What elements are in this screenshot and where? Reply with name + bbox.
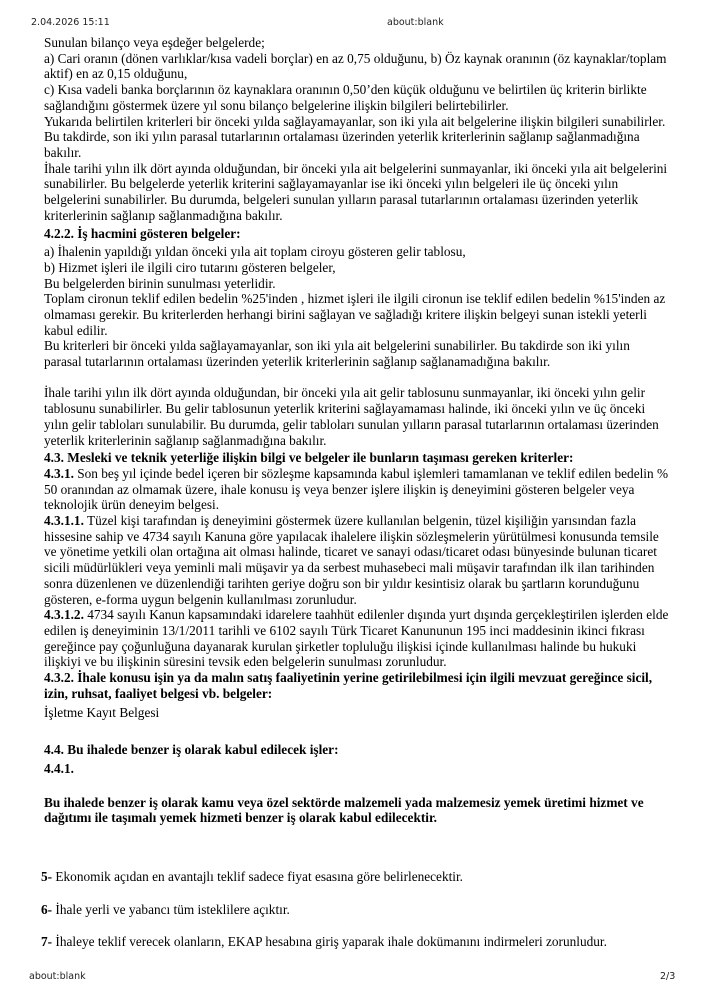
- print-page-title: about:blank: [387, 17, 444, 28]
- paragraph: Yukarıda belirtilen kriterleri bir önceki yılda sağlayamayanlar, son iki yıla ait belgelerine ilişkin bilgileri sunabilirler. Bu takdirde, son iki yılın parasal tutarlarının ortalaması üzerinden yeterlik kriterlerinin sağlanıp sağlanmadığına bakılır.: [44, 113, 666, 160]
- page-number: 2/3: [660, 971, 676, 982]
- similar-work-definition: Bu ihalede benzer iş olarak kamu veya özel sektörde malzemeli yada malzemesiz yemek üretimi hizmet ve dağıtımı ile taşımalı yemek hizmeti benzer iş olarak kabul edilecektir.: [44, 794, 644, 826]
- section-heading-4-4: 4.4. Bu ihalede benzer iş olarak kabul edilecek işler:: [44, 742, 339, 758]
- paragraph: İhale tarihi yılın ilk dört ayında olduğundan, bir önceki yıla ait belgelerini sunmayanlar, iki önceki yıla ait belgelerini sunabilirler. Bu belgelerde yeterlik kriterini sağlayamayanlar ise iki önceki yılın belgeleri ile üç önceki yılın belgelerini sunabilirler. Bu durumda, belgeleri sunulan yılların parasal tutarlarının ortalaması üzerinden yeterlik kriterlerinin sağlanıp sağlanmadığına bakılır.: [44, 160, 668, 223]
- print-datetime: 2.04.2026 15:11: [31, 17, 110, 28]
- clause-text: Tüzel kişi tarafından iş deneyimini göstermek üzere kullanılan belgenin, tüzel kişiliğin yarısından fazla hissesine sahip ve 4734 sayılı Kanuna göre yapılacak ihalelere ilişkin sözleşmelerin yürütülmesi konusunda temsile ve yönetime yetkili olan ortağına ait olması halinde, ticaret ve sanayi odası/ticaret odası bünyesinde bulunan ticaret sicili müdürlükleri veya yeminli mali müşavir ya da serbest muhasebeci mali müşavir tarafından ilk ilan tarihinden sonra düzenlenen ve düzenlendiği tarihten geriye doğru son bir yıldır kesintisiz olarak bu şartların korunduğunu gösteren, e-forma uygun belgenin kullanılması zorunludur.: [44, 513, 659, 607]
- paragraph: a) İhalenin yapıldığı yıldan önceki yıla ait toplam ciroyu gösteren gelir tablosu,: [44, 244, 466, 260]
- print-footer-url: about:blank: [29, 971, 86, 982]
- section-heading-4-2-2: 4.2.2. İş hacmini gösteren belgeler:: [44, 226, 241, 242]
- item-text: İhaleye teklif verecek olanların, EKAP hesabına giriş yaparak ihale dokümanını indirmeleri zorunludur.: [52, 934, 607, 949]
- clause-text: Son beş yıl içinde bedel içeren bir sözleşme kapsamında kabul işlemleri tamamlanan ve teklif edilen bedelin % 50 oranından az olmamak üzere, ihale konusu iş veya benzer işlere ilişkin iş deneyimini gösteren belgeler veya teknolojik ürün deneyim belgesi.: [44, 465, 669, 513]
- paragraph: Sunulan bilanço veya eşdeğer belgelerde;: [44, 35, 265, 50]
- paragraph: b) Hizmet işleri ile ilgili ciro tutarını gösteren belgeler,: [44, 259, 336, 275]
- paragraph: İşletme Kayıt Belgesi: [44, 704, 160, 720]
- item-number: 6-: [41, 902, 53, 917]
- paragraph: Toplam cironun teklif edilen bedelin %25'inden , hizmet işleri ile ilgili cironun ise teklif edilen bedelin %15'inden az olmaması gerekir. Bu kriterlerden herhangi birini sağlayan ve sağladığı kritere ilişkin belgeyi sunan istekli yeterli kabul edilir.: [44, 291, 666, 338]
- clause-text: 4734 sayılı Kanun kapsamındaki idarelere taahhüt edilenler dışında yurt dışında gerçekleştirilen işlerden elde edilen iş deneyiminin 13/1/2011 tarihli ve 6102 sayılı Türk Ticaret Kanununun 195 inci maddesinin ikinci fıkrası gereğince pay çoğunluğuna dayanarak kurulan şirketler topluluğu ilişkisi içinde kullanılması halinde bu hukuki ilişkiyi ve bu ilişkinin süresini tevsik eden belgelerin sunulması zorunludur.: [44, 607, 669, 670]
- clause-4-3-1: [44, 466, 670, 513]
- paragraph: a) Cari oranın (dönen varlıklar/kısa vadeli borçlar) en az 0,75 olduğunu, b) Öz kaynak oranının (öz kaynaklar/toplam aktif) en az 0,15 olduğunu,: [44, 50, 667, 82]
- section-heading-4-4-1: 4.4.1.: [44, 760, 74, 776]
- section-heading-4-3-2: 4.3.2. İhale konusu işin ya da malın satış faaliyetinin yerine getirilebilmesi için ilgili mevzuat gereğince sicil, izin, ruhsat, faaliyet belgesi vb. belgeler:: [44, 670, 653, 701]
- paragraph: c) Kısa vadeli banka borçlarının öz kaynaklara oranının 0,50’den küçük olduğunu ve belirtilen üç kriterin birlikte sağlandığını göstermek üzere yıl sonu bilanço belgelerine ilişkin bilgileri belirtebilirler.: [44, 82, 647, 113]
- document-body: [44, 35, 670, 826]
- paragraph: İhale tarihi yılın ilk dört ayında olduğundan, bir önceki yıla ait gelir tablosunu sunmayanlar, iki önceki yılın gelir tablosunu sunabilirler. Bu gelir tablosunun yeterlik kriterini sağlayamaması halinde, iki önceki yılın ve üç önceki yılın gelir tabloları sunulabilir. Bu durumda, gelir tabloları sunulan yılların parasal tutarlarının ortalaması üzerinden yeterlik kriterlerinin sağlanıp sağlanmadığına bakılır.: [44, 385, 659, 448]
- clause-number: 4.3.1.: [44, 465, 74, 481]
- item-number: 5-: [41, 869, 53, 884]
- paragraph: Bu belgelerden birinin sunulması yeterlidir.: [44, 275, 276, 291]
- numbered-item-6: [41, 902, 671, 918]
- item-number: 7-: [41, 934, 53, 949]
- clause-number: 4.3.1.1.: [44, 513, 84, 529]
- clause-number: 4.3.1.2.: [44, 607, 84, 623]
- clause-4-3-1-2: [44, 607, 670, 670]
- clause-4-3-1-1: [44, 513, 670, 607]
- paragraph: Bu kriterleri bir önceki yılda sağlayamayanlar, son iki yıla ait belgelerini sunabilirler. Bu takdirde son iki yılın parasal tutarlarının ortalaması üzerinden yeterlik kriterlerinin sağlanıp sağlanamadığına bakılır.: [44, 338, 630, 370]
- item-text: İhale yerli ve yabancı tüm isteklilere açıktır.: [52, 902, 290, 917]
- section-heading-4-3: 4.3. Mesleki ve teknik yeterliğe ilişkin bilgi ve belgeler ile bunların taşıması gereken kriterler:: [44, 450, 574, 466]
- numbered-item-5: [41, 869, 671, 885]
- numbered-item-7: [41, 934, 671, 950]
- item-text: Ekonomik açıdan en avantajlı teklif sadece fiyat esasına göre belirlenecektir.: [52, 869, 464, 884]
